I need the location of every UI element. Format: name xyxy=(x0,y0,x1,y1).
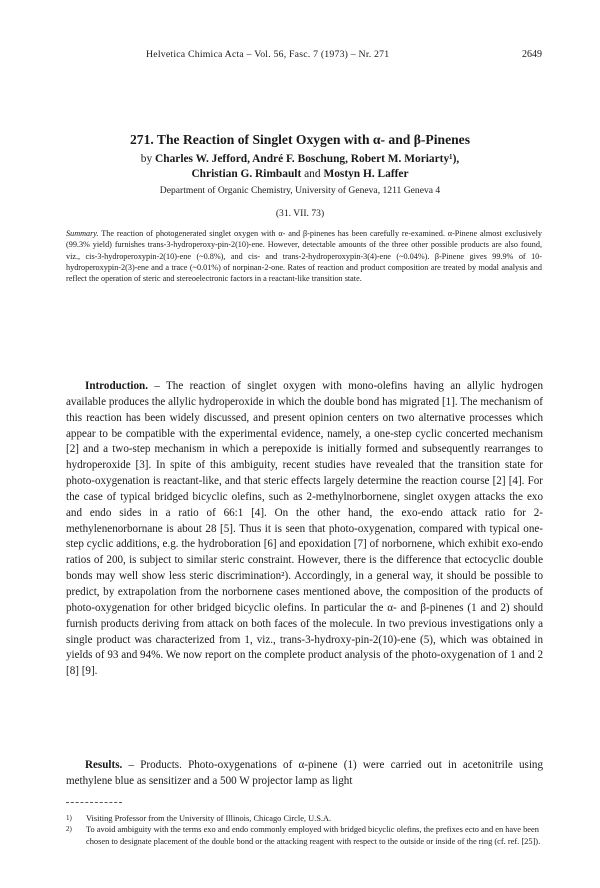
results-text: – Products. Photo-oxygenations of α-pinene (1) were carried out in acetonitrile using methylene blue as sensitizer and a 500 W projector lamp as light xyxy=(66,759,543,787)
author-line-2 xyxy=(0,168,600,180)
results-heading: Results. xyxy=(85,759,123,771)
authors-prefix: by xyxy=(140,153,153,165)
introduction-section xyxy=(66,379,543,680)
summary-label: Summary. xyxy=(66,229,99,238)
received-date: (31. VII. 73) xyxy=(275,208,325,219)
summary-text: The reaction of photogenerated singlet oxygen with α- and β-pinenes has been carefully re-examined. α-Pinene almost exclusively (99.3% yield) furnishes trans-3-hydroperoxy-pin-2(10)-ene. However, detectable amounts of the three other possible products are also found, viz., cis-3-hydroperoxypin-2(10)-ene (~0.8%), and cis- and trans-2-hydroperoxypin-3(4)-ene (~0.04%). β-Pinene gives 99.9% of 10-hydroperoxypin-2(3)-ene and a trace (~0.01%) of norpinan-2-one. Rates of reaction and product composition are treated by modal analysis and reflect the operation of steric and stereoelectronic factors in a reactant-like transition state. xyxy=(66,229,542,284)
results-section xyxy=(66,758,543,790)
footnote-mark: 1) xyxy=(66,814,72,822)
author-names-2: Christian G. Rimbault xyxy=(191,168,302,180)
author-names-1: Charles W. Jefford, André F. Boschung, Robert M. Moriarty¹), xyxy=(155,153,460,165)
author-line-1 xyxy=(0,153,600,165)
affiliation: Department of Organic Chemistry, University of Geneva, 1211 Geneva 4 xyxy=(159,185,441,196)
authors-and: and xyxy=(304,168,321,180)
author-names-3: Mostyn H. Laffer xyxy=(323,168,409,180)
footnote-text: Visiting Professor from the University of Illinois, Chicago Circle, U.S.A. xyxy=(86,814,332,823)
summary-block xyxy=(66,228,542,285)
article-title: 271. The Reaction of Singlet Oxygen with α- and β-Pinenes xyxy=(129,132,470,147)
introduction-text: – The reaction of singlet oxygen with mono-olefins having an allylic hydrogen available produces the allylic hydroperoxide in which the double bond has migrated [1]. The mechanism of this reaction has been widely discussed, and present opinion centers on two alternative processes which appear to be compatible with the experimental evidence, namely, a one-step cyclic concerted mechanism [2] and a two-step mechanism in which a perepoxide is initially formed and subsequently rearranges to hydroperoxide [3]. In spite of this ambiguity, recent studies have revealed that the transition state for photo-oxygenation is reactant-like, and that steric effects largely determine the reaction course [2] [4]. For the case of typical bridged bicyclic olefins, such as 2-methylnorbornene, singlet oxygen attacks the exo and endo sides in a ratio of 66:1 [4]. On the other hand, the exo-endo attack ratio for 2-methylenenorbornane is about 28 [5]. Thus it is seen that photo-oxygenation, compared with typical one-step cyclic additions, e.g. the hydroboration [6] and epoxidation [7] of norbornene, which exhibit exo-endo ratios of 200, is subject to similar steric constraint. However, there is the difference that ectocyclic double bonds may well show less steric discrimination²). Accordingly, in a general way, it should be possible to predict, by extrapolation from the norbornene cases mentioned above, the composition of the products of photo-oxygenation for other bridged bicyclic olefins. In particular the α- and β-pinenes (1 and 2) should furnish products deriving from attack on both faces of the molecule. In two previous investigations only a single product was characterized from 1, viz., trans-3-hydroxy-pin-2(10)-ene (5), which was obtained in yields of 93 and 94%. We now report on the complete product analysis of the photo-oxygenation of 1 and 2 [8] [9]. xyxy=(66,380,543,678)
footnote-divider xyxy=(66,802,122,803)
footnote-text: To avoid ambiguity with the terms exo and endo commonly employed with bridged bicyclic olefins, the prefixes ecto and en have been chosen to designate placement of the double bond or the attacking reagent with respect to the outside or inside of the ring (cf. ref. [25]). xyxy=(86,825,541,846)
footnotes xyxy=(66,813,543,847)
introduction-heading: Introduction. xyxy=(85,380,148,392)
footnote-2 xyxy=(66,824,543,847)
running-head: Helvetica Chimica Acta – Vol. 56, Fasc. 7 (1973) – Nr. 271 xyxy=(146,49,390,60)
footnote-1 xyxy=(66,813,543,824)
footnote-mark: 2) xyxy=(66,825,72,834)
page-number: 2649 xyxy=(522,49,542,60)
